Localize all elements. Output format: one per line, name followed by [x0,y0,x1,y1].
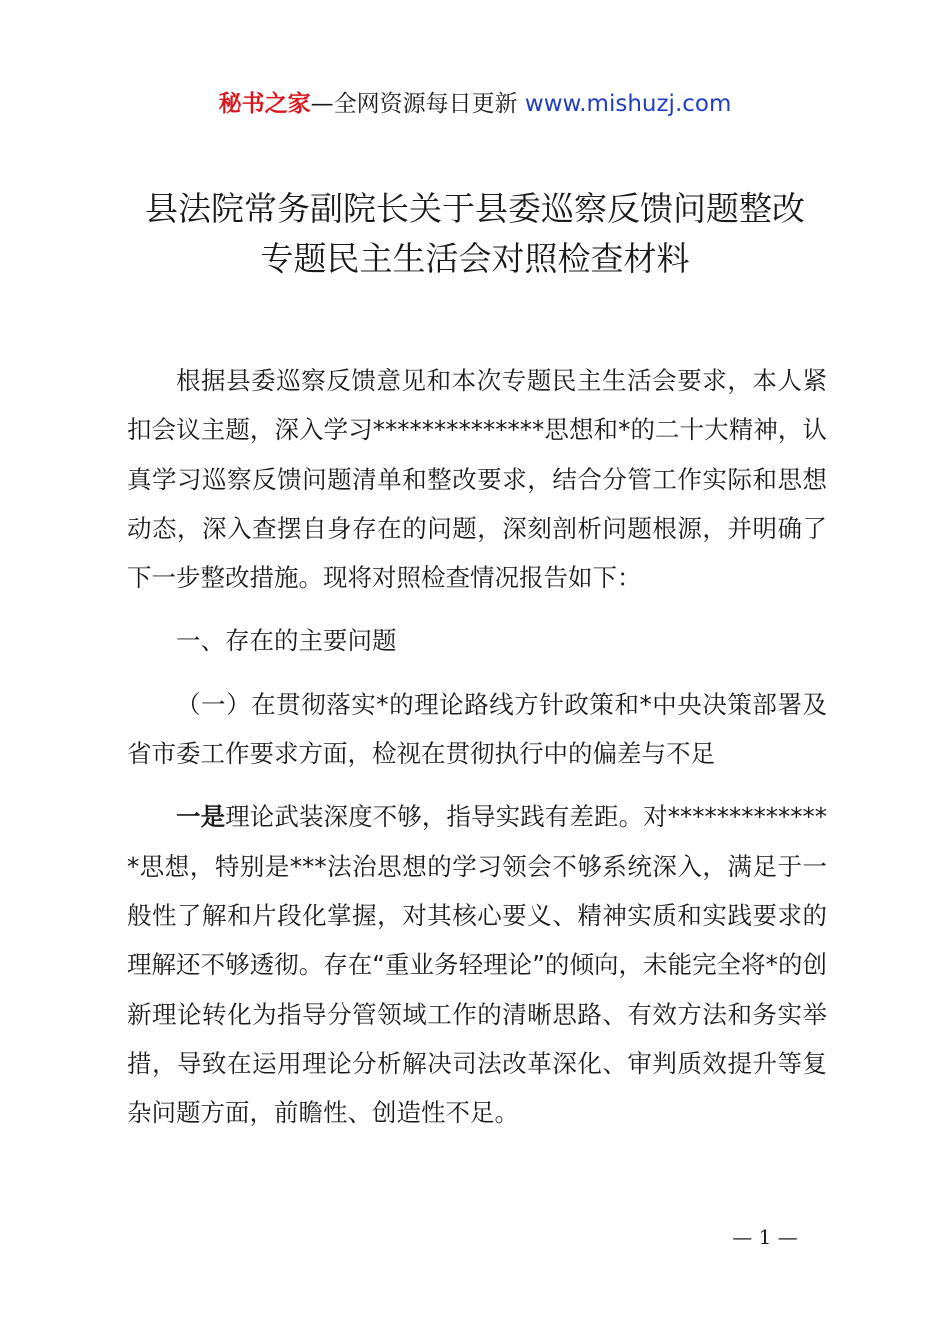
page-number: — 1 — [732,1225,798,1249]
title-line-2: 专题民主生活会对照检查材料 [260,239,690,278]
point-lead: 一是 [176,802,226,832]
point-text: 理论武装深度不够，指导实践有差距。对**************思想，特别是***法治思想的学习领会不够系统深入，满足于一般性了解和片段化掌握，对其核心要义、精神实质和实践要求的理解还不够透彻。存在“重业务轻理论”的倾向，未能完全将*的创新理论转化为指导分管领域工作的清晰思路、有效方法和务实举措，导致在运用理论分析解决司法改革深化、审判质效提升等复杂问题方面，前瞻性、创造性不足。 [127,802,828,1128]
intro-paragraph: 根据县委巡察反馈意见和本次专题民主生活会要求，本人紧扣会议主题，深入学习**************思想和*的二十大精神，认真学习巡察反馈问题清单和整改要求，结合分管工作实际和思想动态，深入查摆自身存在的问题，深刻剖析问题根源，并明确了下一步整改措施。现将对照检查情况报告如下： [127,366,827,593]
section-heading: 一、存在的主要问题 [176,626,397,656]
site-url-link[interactable]: www.mishuzj.com [524,91,732,117]
site-slogan: —全网资源每日更新 [310,91,525,117]
subsection-heading: （一）在贯彻落实*的理论路线方针政策和*中央决策部署及省市委工作要求方面，检视在贯彻执行中的偏差与不足 [127,689,827,769]
document-body [127,356,827,1151]
site-header [0,88,950,120]
point-paragraph [127,792,827,1137]
title-line-1: 县法院常务副院长关于县委巡察反馈问题整改 [145,189,805,228]
document-title [0,184,950,284]
site-brand: 秘书之家 [218,91,311,117]
